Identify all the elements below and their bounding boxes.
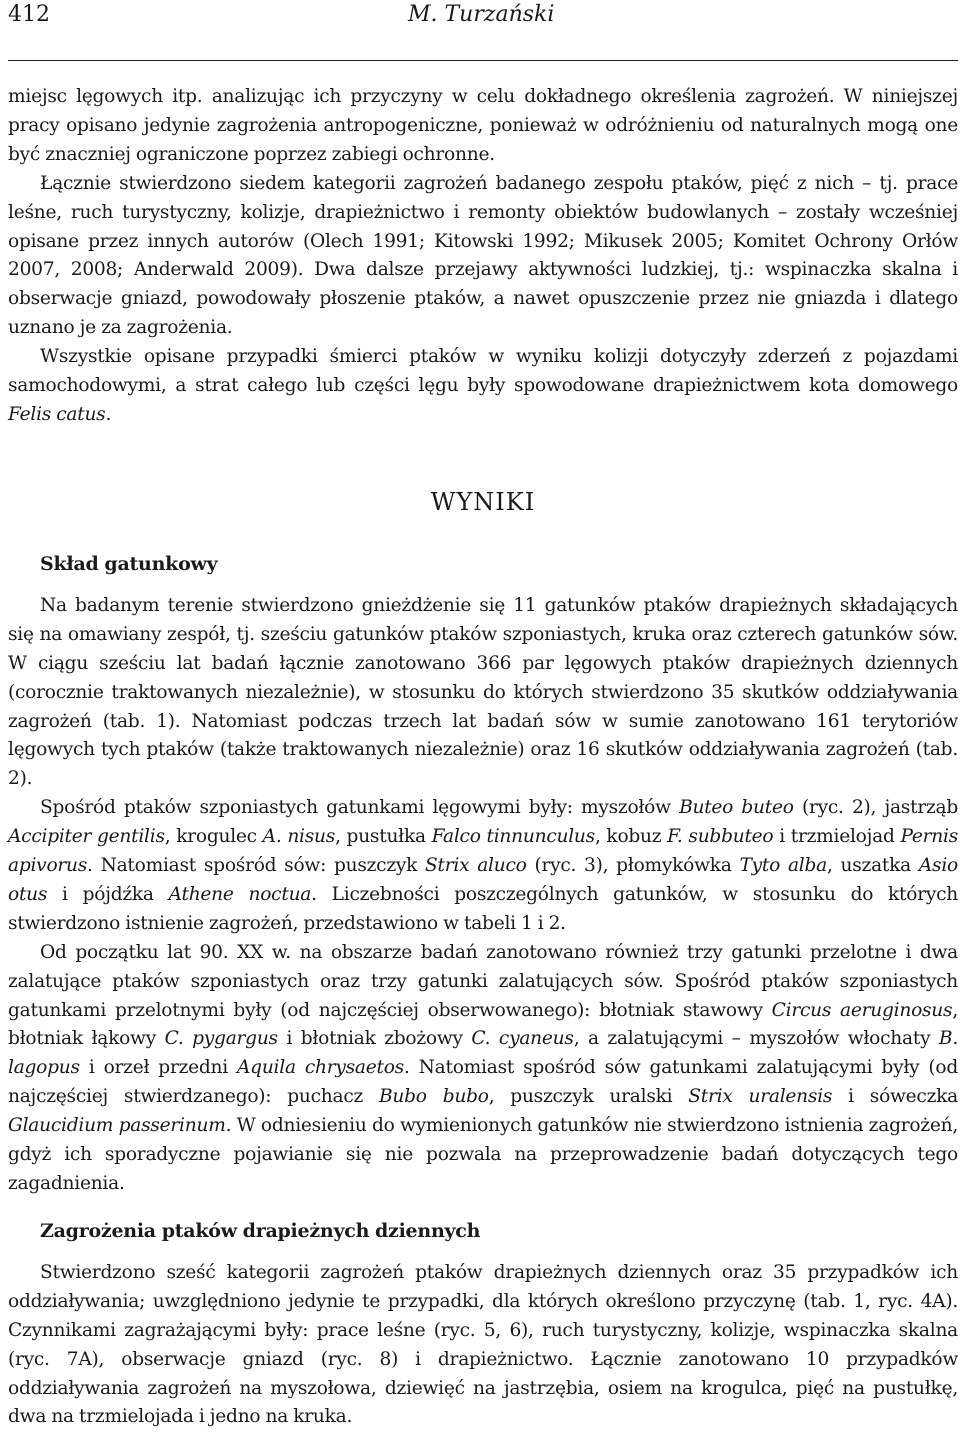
text-run: , kobuz xyxy=(594,826,668,848)
text-run: . Natomiast spośród sów: puszczyk xyxy=(87,855,426,877)
species-name: C. pygargus xyxy=(164,1028,278,1050)
species-name: A. nisus xyxy=(262,826,336,848)
species-name: Bubo bubo xyxy=(379,1086,489,1108)
text-run: i sóweczka xyxy=(832,1086,958,1108)
spacer xyxy=(8,522,958,536)
species-name: Tyto alba xyxy=(739,855,827,877)
species-name: Pernis apivorus xyxy=(8,826,958,877)
intro-paragraph-3 xyxy=(8,343,958,430)
text-run: i błotniak zbożowy xyxy=(277,1028,472,1050)
species-name: Felis catus xyxy=(8,403,106,425)
text-run: i pójdźka xyxy=(47,883,169,905)
page-number: 412 xyxy=(8,2,50,27)
text-run: (ryc. 3), płomykówka xyxy=(526,855,740,877)
section-title: WYNIKI xyxy=(430,487,536,516)
species-name: Circus aeruginosus xyxy=(771,999,953,1021)
text-run: , uszatka xyxy=(826,855,919,877)
running-head xyxy=(8,0,958,61)
zagrozenia-paragraph-1: Stwierdzono sześć kategorii zagrożeń ptaków drapieżnych dziennych oraz 35 przypadków ich oddziaływania; uwzględniono jedynie te przypadki, dla których określono przyczynę (tab. 1, ryc. 4A). Czynnikami zagrażającymi były: prace leśne (ryc. 5, 6), ruch turystyczny, kolizje, wspinaczka skalna (ryc. 7A), obserwacje gniazd (ryc. 8) i drapieżnictwo. Łącznie zanotowano 10 przypadków oddziaływania zagrożeń na myszołowa, dziewięć na jastrzębia, osiem na krogulca, pięć na pustułkę, dwa na trzmielojada i jedno na kruka. xyxy=(8,1261,958,1428)
spacer xyxy=(8,536,958,550)
species-name: Asio otus xyxy=(8,855,958,905)
species-name: Falco tinnunculus xyxy=(431,826,595,848)
spacer xyxy=(8,1245,958,1259)
subsection-title-sklad: Skład gatunkowy xyxy=(40,552,218,575)
text-run: . Natomiast spośród sów gatunkami zalatującymi były (od najczęściej stwierdzanego): puchacz xyxy=(8,1057,958,1108)
article-page xyxy=(8,0,958,1432)
species-name: Athene noctua xyxy=(168,883,312,905)
text-run: , krogulec xyxy=(164,826,263,848)
text-run: , pustułka xyxy=(335,826,432,848)
sklad-paragraph-3 xyxy=(8,939,958,1199)
spacer xyxy=(8,578,958,592)
spacer xyxy=(8,61,958,83)
intro-paragraph-2: Łącznie stwierdzono siedem kategorii zagrożeń badanego zespołu ptaków, pięć z nich – tj. prace leśne, ruch turystyczny, kolizje, drapieżnictwo i remonty obiektów budowlanych – zostały wcześniej opisane przez innych autorów (Olech 1991; Kitowski 1992; Mikusek 2005; Komitet Ochrony Orłów 2007, 2008; Anderwald 2009). Dwa dalsze przejawy aktywności ludzkiej, tj.: wspinaczka skalna i obserwacje gniazd, powodowały płoszenie ptaków, a nawet opuszczenie przez nie gniazda i dlatego uznano je za zagrożenia. xyxy=(8,172,958,339)
species-name: Strix uralensis xyxy=(688,1086,833,1108)
species-name: Aquila chrysaetos xyxy=(237,1057,404,1079)
spacer xyxy=(8,1199,958,1217)
species-name: F. subbuteo xyxy=(667,826,774,848)
text-run: . xyxy=(105,403,112,425)
text-run: , błotniak łąkowy xyxy=(8,999,958,1050)
species-name: Accipiter gentilis xyxy=(8,826,165,848)
text-run: . Liczebności poszczególnych gatunków, w stosunku do których stwierdzono istnienie zagrożeń, przedstawiono w tabeli 1 i 2. xyxy=(8,883,958,934)
article-body xyxy=(8,61,958,1432)
sklad-paragraph-2 xyxy=(8,794,958,939)
species-name: C. cyaneus xyxy=(471,1028,574,1050)
subsection-title-zagrozenia: Zagrożenia ptaków drapieżnych dziennych xyxy=(40,1219,481,1242)
intro-paragraph-1: miejsc lęgowych itp. analizując ich przyczyny w celu dokładnego określenia zagrożeń. W niniejszej pracy opisano jedynie zagrożenia antropogeniczne, ponieważ w odróżnieniu od naturalnych mogą one być znaczniej ograniczone poprzez zabiegi ochronne. xyxy=(8,86,958,165)
running-author: M. Turzański xyxy=(408,2,555,27)
text-run: Wszystkie opisane przypadki śmierci ptaków w wyniku kolizji dotyczyły zderzeń z pojazdami samochodowymi, a strat całego lub części lęgu były spowodowane drapieżnictwem kota domowego xyxy=(8,346,958,397)
text-run: , puszczyk uralski xyxy=(488,1086,689,1108)
species-name: B. lagopus xyxy=(8,1028,958,1079)
text-run: Od początku lat 90. XX w. na obszarze badań zanotowano również trzy gatunki przelotne i dwa zalatujące ptaków szponiastych oraz trzy gatunki zalatujących sów. Spośród ptaków szponiastych gatunkami przelotnymi były (od najczęściej obserwowanego): błotniak stawowy xyxy=(8,941,958,1021)
text-run: i orzeł przedni xyxy=(79,1057,237,1079)
species-name: Strix aluco xyxy=(425,855,527,877)
text-run: , a zalatującymi – myszołów włochaty xyxy=(573,1028,939,1050)
text-run: i trzmielojad xyxy=(773,826,901,848)
sklad-paragraph-1: Na badanym terenie stwierdzono gnieżdżenie się 11 gatunków ptaków drapieżnych składających się na omawiany zespół, tj. sześciu gatunków ptaków szponiastych, kruka oraz czterech gatunków sów. W ciągu sześciu lat badań łącznie zanotowano 366 par lęgowych ptaków drapieżnych dziennych (corocznie traktowanych niezależnie), w stosunku do których stwierdzono 35 skutków oddziaływania zagrożeń (tab. 1). Natomiast podczas trzech lat badań sów w sumie zanotowano 161 terytoriów lęgowych tych ptaków (także traktowanych niezależnie) oraz 16 skutków oddziaływania zagrożeń (tab. 2). xyxy=(8,594,958,790)
text-run: Spośród ptaków szponiastych gatunkami lęgowymi były: myszołów xyxy=(40,797,680,819)
text-run: (ryc. 2), jastrząb xyxy=(793,797,958,819)
species-name: Glaucidium passerinum xyxy=(8,1115,226,1137)
species-name: Buteo buteo xyxy=(679,797,794,819)
text-run: . W odniesieniu do wymienionych gatunków nie stwierdzono istnienia zagrożeń, gdyż ich sporadyczne pojawianie się nie pozwala na przeprowadzenie badań dotyczących tego zagadnienia. xyxy=(8,1115,958,1194)
